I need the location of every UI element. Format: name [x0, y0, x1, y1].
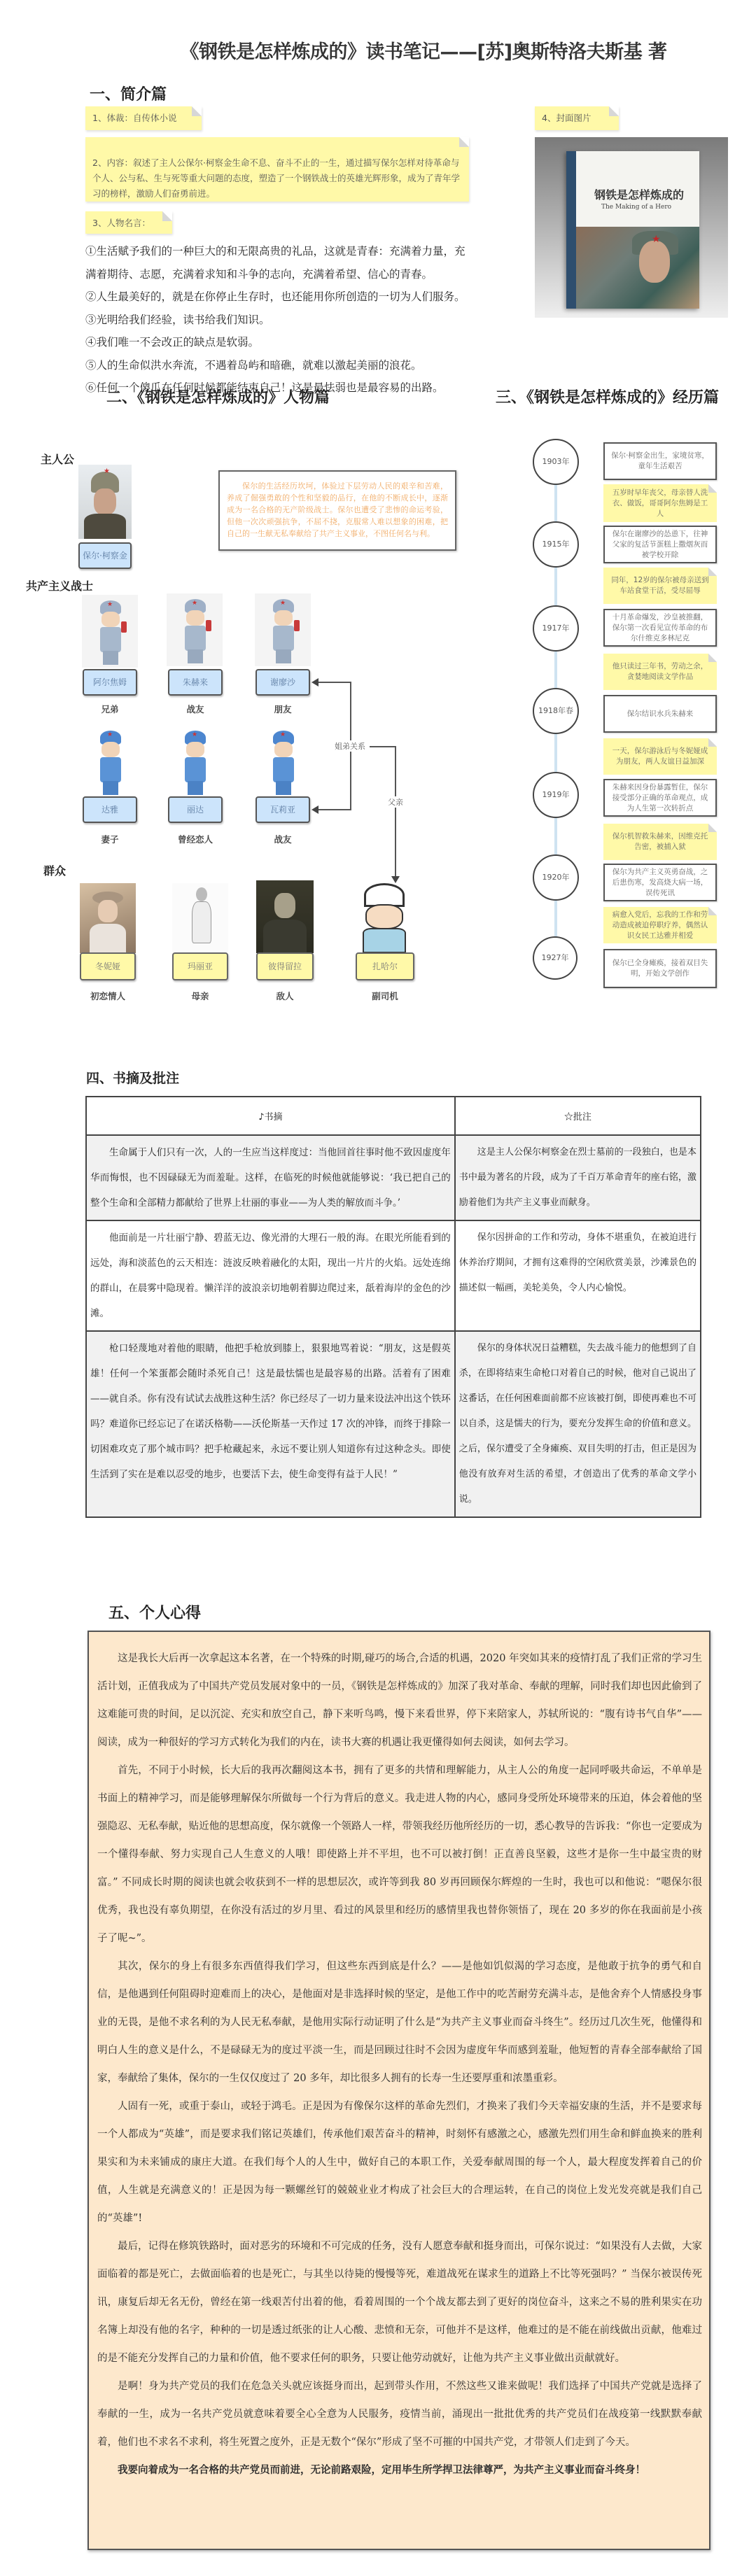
relation-label: 初恋情人	[90, 991, 125, 1001]
tonya-photo	[80, 883, 136, 953]
excerpt-table	[85, 1096, 701, 1518]
reflection-paragraph: 这是我长大后再一次拿起这本名著，在一个特殊的时期,碰巧的场合,合适的机遇，2020 年突如其来的疫情打乱了我们正常的学习生活计划，正值我成为了中国共产党员发展对象中的一员，《钢铁是怎样炼成的》加深了我对革命、奉献的理解，同时我们却也因此偷到了这难能可贵的时间，足以沉淀、充实和放空自己，静下来听鸟鸣，慢下来看世界，停下来陪家人，苏轼所说的：“腹有诗书气自华”——阅读，成为一种很好的学习方式转化为我们的内在，读书大赛的机遇让我更懂得如何去阅读，如何去学习。	[97, 1653, 702, 1748]
reflection-closing: 我要向着成为一名合格的共产党员而前进，无论前路艰险，定用毕生所学捍卫法律尊严，为共产主义事业而奋斗终身！	[118, 2464, 645, 2476]
timeline-event: 他只读过三年书，劳动之余，贪婪地阅读文学作品	[603, 654, 717, 690]
quote-line: ②人生最美好的，就是在你停止生存时，也还能用你所创造的一切为人们服务。	[85, 290, 465, 303]
male-soldier-icon: ★	[82, 595, 138, 668]
cover-label: 4、封面图片	[542, 113, 592, 123]
name-box-daya: 达雅	[83, 796, 137, 823]
character-card	[255, 593, 311, 666]
excerpt-cell: 他面前是一片壮丽宁静、碧蓝无边、像光滑的大理石一般的海。在眼光所能看到的远处，海和淡蓝色的云天相连：涟波反映着融化的太阳，现出一片片的火焰。远处连绵的群山，在晨雾中隐现着。懒洋洋的波浪亲切地朝着脚边爬过来，舐着海岸的金色的沙滩。	[86, 1220, 455, 1331]
timeline-year: 1927年	[533, 936, 578, 980]
connector-line	[395, 746, 396, 879]
masses-label: 群众	[43, 864, 66, 878]
quotes-label-note	[85, 211, 172, 234]
timeline-year: 1920年	[533, 854, 579, 901]
soldier-face-icon	[639, 241, 670, 283]
document-title: 《钢铁是怎样炼成的》读书笔记——[苏]奥斯特洛夫斯基 著	[180, 41, 667, 63]
figure-sketch-icon	[192, 901, 211, 943]
table-row	[86, 1220, 701, 1331]
timeline-year: 1917年	[533, 605, 579, 652]
reflection-paragraph: 最后，记得在修筑铁路时，面对恶劣的环境和不可完成的任务，没有人愿意奉献和挺身而出，可保尔说过：“如果没有人去做，大家面临着的都是死亡，去做面临着的也是死亡，与其坐以待毙的慢慢等死，难道战死在谋求生的道路上不比等死强吗？” 当保尔被误传死讯，康复后却无名无份，曾经在第一线艰苦付出着的他，看着周围的一个个战友都去到了更好的岗位奋斗，这来之不易的胜利果实在功名簿上却没有他的名字，种种的一切是透过纸张的让人心酸、悲愤和无奈，可他并不是这样，他难过的是不能在前线做出贡献，他难过的是不能充分发挥自己的力量和价值，他不要求任何的职务，只要让他劳动就好，让他为共产主义事业做出贡献就好。	[97, 2241, 702, 2364]
relation-label: 战友	[274, 834, 292, 845]
red-star-icon: ★	[652, 234, 661, 245]
timeline-event: 保尔已全身瘫痪，接着双目失明，开始文学创作	[603, 949, 717, 988]
timeline-event: 同年，12岁的保尔被母亲送到车站食堂干活，受尽屈辱	[603, 568, 717, 604]
coat-icon	[84, 514, 126, 539]
timeline-year: 1915年	[533, 521, 579, 568]
female-soldier-icon: ★	[167, 725, 223, 798]
timeline-event: 十月革命爆发，沙皇被推翻，保尔第一次看见宣传革命的布尔什维克多林尼克	[603, 609, 717, 647]
male-soldier-icon: ★	[167, 593, 223, 666]
face-icon	[274, 893, 295, 918]
genre-text: 1、体裁：自传体小说	[92, 113, 177, 123]
head-sketch-icon	[196, 887, 207, 901]
excerpt-column-header: ♪书摘	[86, 1097, 455, 1135]
quote-line: ①生活赋予我们的一种巨大的和无限高贵的礼品，这就是青春：充满着力量，充	[85, 245, 465, 258]
protagonist-label: 主人公	[41, 453, 75, 466]
timeline-year: 1903年	[533, 439, 579, 485]
father-link-label: 父亲	[388, 798, 403, 807]
name-box-artyom: 阿尔焦姆	[83, 669, 137, 696]
section-characters-heading: 二、《钢铁是怎样炼成的》人物篇	[106, 389, 330, 407]
timeline-year: 1919年	[533, 772, 579, 818]
uniform-icon	[363, 928, 406, 953]
character-card	[82, 725, 138, 798]
timeline-event: 保尔机智救朱赫来，因维克托告密，被捕入狱	[603, 824, 717, 860]
timeline-event: 保尔结识水兵朱赫来	[603, 695, 717, 733]
excerpt-cell: 生命属于人们只有一次，人的一生应当这样度过：当他回首往事时他不致因虚度年华而悔恨，也不因碌碌无为而羞耻。这样，在临死的时候他就能够说：‘我已把自己的整个生命和全部精力都献给了世界上壮丽的事业——为人类的解放而斗争。’	[86, 1135, 455, 1220]
timeline-event: 朱赫来因身份暴露暂住，保尔接受部分正确的革命观点，成为人生第一次转折点	[603, 779, 717, 817]
music-note-icon: ♪	[258, 1112, 265, 1122]
helmet-icon	[364, 883, 405, 907]
quote-line: ④我们唯一不会改正的缺点是软弱。	[85, 336, 260, 349]
relation-label: 母亲	[191, 991, 209, 1001]
reflection-paragraph: 首先，不同于小时候，长大后的我再次翻阅这本书，拥有了更多的共情和理解能力，从主人公的角度一起同呼吸共命运，不单单是书面上的精神学习，而是能够理解保尔所做每一个行为背后的意义。我走进人物的内心，感同身受所处环境带来的压迫，体会着他的坚强隐忍、无私奉献，贴近他的思想高度，保尔就像一个领路人一样，带领我经历他所经历的一切，悉心教导的告诉我：“你也一定要成为一个懂得奉献、努力实现自己人生意义的人哦！即使路上并不平坦，也不可以被打倒！正直善良坚毅，这些才是你一生中最宝贵的财富。” 不同成长时期的阅读也就会收获到不一样的思想层次，或许等到我 80 岁再回顾保尔辉煌的一生时，我也可以和他说：“嗯保尔很优秀，我也没有辜负期望，在你没有活过的岁月里、看过的风景里和经历的感情里我也替你领悟了，现在 20 多岁的你在我面前是小孩子了呢~”。	[97, 1765, 702, 1944]
reflection-paragraph: 人固有一死，或重于泰山，或轻于鸿毛。正是因为有像保尔这样的革命先烈们，才换来了我们今天幸福安康的生活，并不是要求每一个人都成为“英雄”，而是要求我们铭记英雄们，传承他们艰苦奋斗的精神，时刻怀有感激之心，感激先烈们用生命和鲜血换来的胜利果实和为未来铺成的康庄大道。在我们每个人的人生中，做好自己的本职工作，关爱奉献周围的每一个人，最大程度发挥着自己的价值，人生就是充满意义的！正是因为每一颗螺丝钉的兢兢业业才构成了社会巨大的合理运转，在自己的岗位上发光发亮就是我们自己的“英雄”!	[97, 2101, 702, 2224]
relation-label: 朋友	[274, 704, 292, 715]
section-timeline-heading: 三、《钢铁是怎样炼成的》经历篇	[496, 389, 720, 407]
timeline-event: 保尔·柯察金出生，家境贫寒，童年生活艰苦	[603, 442, 717, 480]
face-icon	[94, 488, 116, 515]
red-star-icon: ★	[104, 467, 110, 475]
female-soldier-icon: ★	[255, 725, 311, 798]
note-cell: 保尔因拼命的工作和劳动，身体不堪重负，在被迫进行休养治疗期间，才拥有这难得的空闲欣赏美景，沙滩景色的描述似一幅画，美轮美奂，令人内心愉悦。	[455, 1220, 701, 1331]
content-text: 2、内容：叙述了主人公保尔·柯察金生命不息、奋斗不止的一生，通过描写保尔怎样对待革命与个人、公与私、生与死等重大问题的态度，塑造了一个钢铁战士的英雄光辉形象，成为了青年学习的榜样，激励人们奋勇前进。	[92, 157, 461, 199]
relation-label: 妻子	[101, 834, 119, 845]
face-icon	[365, 904, 403, 929]
relation-label: 兄弟	[101, 704, 119, 715]
name-box-tonya: 冬妮娅	[80, 952, 136, 980]
connector-line	[370, 746, 396, 747]
face-icon	[98, 900, 118, 922]
soldiers-label: 共产主义战士	[26, 579, 94, 593]
protagonist-description: 保尔的生活经历坎坷，体验过下层劳动人民的艰辛和苦难，养成了倔强勇敢的个性和坚毅的品行，在他的不断成长中，逐渐成为一名合格的无产阶级战士。保尔也遭受了悲惨的命运考验，但他一次次顽强抗争，不屈不挠，克服常人难以想象的困难，把自己的一生献无私奉献给了共产主义事业，不图任何名与利。	[218, 470, 456, 551]
relation-label: 曾经恋人	[177, 834, 213, 845]
book-subtitle: The Making of a Hero	[601, 204, 672, 211]
siblings-link-label: 姐弟关系	[335, 742, 365, 751]
content-note	[85, 137, 469, 202]
connector-line	[316, 682, 351, 683]
timeline-year: 1918年春	[533, 688, 579, 734]
cover-label-note	[535, 106, 619, 130]
section-excerpts-heading: 四、书摘及批注	[86, 1071, 180, 1086]
relation-label: 副司机	[372, 991, 398, 1001]
name-box-paul: 保尔·柯察金	[78, 542, 132, 569]
quotes-list	[85, 240, 533, 400]
table-row	[86, 1135, 701, 1220]
genre-note	[85, 106, 202, 130]
note-cell: 保尔的身体状况日益糟糕，失去战斗能力的他想到了自杀，在即将结束生命枪口对着自己的时候，他对自己说出了这番话，在任何困难面前都不应该被打倒，即使再难也不可以自杀，这是懦夫的行为，要充分发挥生命的价值和意义。之后，保尔遭受了全身瘫痪、双目失明的打击，但正是因为他没有放弃对生活的希望，才创造出了优秀的革命文学小说。	[455, 1331, 701, 1517]
character-card	[255, 725, 311, 798]
dress-icon	[90, 924, 126, 953]
name-box-rita: 丽达	[168, 796, 223, 823]
book-title: 钢铁是怎样炼成的	[594, 188, 685, 202]
timeline-event: 保尔为共产主义英勇奋战，之后患伤寒，发高烧大病一场，误传死讯	[603, 864, 717, 901]
coat-icon	[263, 920, 307, 953]
quote-line: ⑤人的生命似洪水奔流，不遇着岛屿和暗礁，就难以激起美丽的浪花。	[85, 358, 422, 372]
name-box-valya: 瓦莉亚	[255, 796, 310, 823]
character-card	[82, 595, 138, 668]
timeline-event: 病愈入党后，忘我的工作和劳动造成被迫停职疗养，偶然认识女民工达雅并相爱	[603, 907, 717, 943]
female-soldier-icon: ★	[82, 725, 138, 798]
character-card	[167, 725, 223, 798]
reflection-box	[88, 1631, 710, 2550]
note-column-header: ☆批注	[455, 1097, 701, 1135]
quotes-label: 3、人物名言：	[92, 218, 150, 228]
male-soldier-icon: ★	[255, 593, 311, 666]
book	[566, 151, 699, 309]
excerpt-cell: 枪口轻蔑地对着他的眼睛，他把手枪放到膝上，狠狠地骂着说：“朋友，这是假英雄！任何一个笨蛋都会随时杀死自己！这是最怯懦也是最容易的出路。活着有了困难——就自杀。你有没有试试去战胜这种生活？你已经尽了一切力量来设法冲出这个铁环吗？难道你已经忘记了在诺沃格勒——沃伦斯基一天作过 17 次的冲锋，而终于排除一切困难攻克了那个城市吗？把手枪藏起来，永远不要让别人知道你有过这种念头。即使生活到了实在是难以忍受的地步，也要活下去，使生命变得有益于人民！”	[86, 1331, 455, 1517]
quote-line: ⑥任何一个傻瓜在任何时候都能结束自己！这是最怯弱也是最容易的出路。	[85, 381, 444, 394]
timeline-event: 保尔在谢廖沙的怂恿下，往神父家的复活节蛋糕上撒烟灰而被学校开除	[603, 526, 717, 563]
table-header-row	[86, 1097, 701, 1135]
section-intro-heading: 一、简介篇	[90, 86, 167, 104]
book-spine	[566, 151, 576, 309]
arrow-left-icon	[312, 805, 318, 814]
star-outline-icon: ☆	[564, 1112, 573, 1122]
arrow-left-icon	[312, 678, 318, 687]
connector-line	[316, 809, 351, 810]
name-box-seryozha: 谢廖沙	[255, 669, 310, 696]
relation-label: 敌人	[276, 991, 294, 1001]
name-box-petliura: 彼得留拉	[256, 952, 314, 980]
timeline-event: 一天，保尔游泳后与冬妮娅成为朋友，两人友谊日益加深	[603, 738, 717, 775]
relation-label: 战友	[186, 704, 204, 715]
reflection-paragraph: 其次，保尔的身上有很多东西值得我们学习，但这些东西到底是什么？——是他如饥似渴的学习态度，是他敢于抗争的勇气和自信，是他遇到任何阻碍时迎难而上的决心，是他面对是非选择时候的坚定，是他工作中的吃苦耐劳充满斗志，是他舍弃个人情感投身事业的无畏，是他不求名利的为人民无私奉献，是他用实际行动证明了什么是“为共产主义事业而奋斗终生”。经历过几次生死，他懂得和明白人生的意义是什么，不是碌碌无为的度过平淡一生，而是回顾过往时不会因为虚度年华而感到羞耻，他短暂的青春全部奉献给了国家，奉献给了集体，保尔的一生仅仅度过了 20 多年，却比很多人拥有的长寿一生还要厚重和浓墨重彩。	[97, 1961, 702, 2084]
protagonist-portrait	[78, 465, 132, 539]
arrow-down-icon	[391, 876, 400, 883]
section-reflection-heading: 五、个人心得	[108, 1605, 202, 1622]
cover-illustration	[576, 227, 699, 309]
name-box-maria: 玛丽亚	[172, 952, 228, 980]
name-box-zhukhrai: 朱赫来	[168, 669, 223, 696]
table-row	[86, 1331, 701, 1517]
zakhar-cartoon	[356, 883, 414, 953]
quote-line: 满着期待、志愿，充满着求知和斗争的志向，充满着希望、信心的青春。	[85, 267, 433, 281]
name-box-zakhar: 扎哈尔	[356, 952, 414, 980]
note-cell: 这是主人公保尔柯察金在烈士墓前的一段独白，也是本书中最为著名的片段，成为了千百万革命青年的座右铭，激励着他们为共产主义事业而献身。	[455, 1135, 701, 1220]
book-cover-image	[535, 137, 728, 318]
maria-sketch	[172, 883, 228, 953]
character-card	[167, 593, 223, 666]
petliura-photo	[256, 880, 314, 953]
reflection-paragraph: 是啊！身为共产党员的我们在危急关头就应该挺身而出，起到带头作用，不然这些又谁来做呢！我们选择了中国共产党就是选择了奉献的一生，成为一名共产党员就意味着要全心全意为人民服务，疫情当前，涌现出一批批优秀的共产党员们在战疫第一线默默奉献着，他们也不求名不求利，将生死置之度外，正是无数个“保尔”形成了坚不可摧的中国共产党，才带领人们走到了今天。	[97, 2381, 702, 2448]
timeline-event: 五岁时早年丧父，母亲替人洗衣、做饭，哥哥阿尔焦姆是工人	[603, 484, 717, 522]
quote-line: ③光明给我们经验，读书给我们知识。	[85, 313, 270, 326]
